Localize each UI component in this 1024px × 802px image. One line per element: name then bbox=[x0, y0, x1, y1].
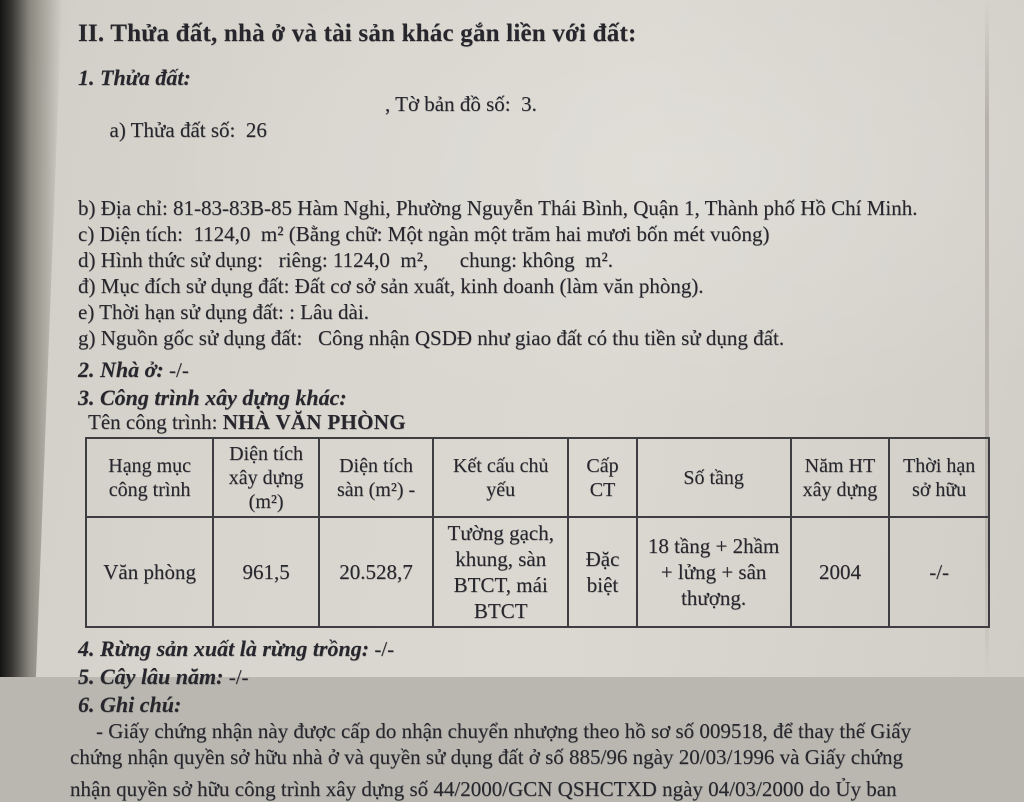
note-line-3-clipped: nhận quyền sở hữu công trình xây dựng số 44/2000/GCN QSHCTXD ngày 04/03/2000 do Ủy ban bbox=[70, 777, 897, 801]
heading-perennial-trees-label: 5. Cây lâu năm: bbox=[78, 664, 224, 689]
heading-production-forest-label: 4. Rừng sản xuất là rừng trồng: bbox=[78, 636, 370, 661]
cell-ownership-term: -/- bbox=[889, 517, 989, 627]
usage-form-line: d) Hình thức sử dụng: riêng: 1124,0 m², chung: không m². bbox=[78, 248, 614, 272]
col-header-ownership-term: Thời hạn sở hữu bbox=[889, 438, 989, 517]
col-header-category: Hạng mục công trình bbox=[86, 438, 213, 517]
heading-land-parcel: 1. Thửa đất: bbox=[78, 65, 191, 90]
parcel-number-line bbox=[78, 91, 990, 195]
heading-notes: 6. Ghi chú: bbox=[78, 692, 182, 717]
area-line: c) Diện tích: 1124,0 m² (Bằng chữ: Một ngàn một trăm hai mươi bốn mét vuông) bbox=[78, 222, 770, 246]
parcel-number-text: a) Thửa đất số: 26 bbox=[109, 118, 267, 142]
construction-table-header-row bbox=[86, 438, 989, 517]
cell-floor-area: 20.528,7 bbox=[319, 517, 433, 627]
col-header-grade: Cấp CT bbox=[568, 438, 636, 517]
heading-house bbox=[78, 356, 990, 384]
cell-year: 2004 bbox=[791, 517, 890, 627]
heading-house-value: -/- bbox=[163, 358, 189, 382]
cell-build-area: 961,5 bbox=[213, 517, 319, 627]
col-header-year: Năm HT xây dựng bbox=[791, 438, 890, 517]
cell-category: Văn phòng bbox=[86, 517, 213, 627]
cell-floors: 18 tầng + 2hầm + lửng + sân thượng. bbox=[637, 517, 791, 627]
work-name-value: NHÀ VĂN PHÒNG bbox=[222, 410, 406, 434]
heading-house-label: 2. Nhà ở: bbox=[78, 357, 164, 382]
construction-table bbox=[85, 437, 990, 628]
col-header-floors: Số tầng bbox=[637, 438, 791, 517]
cell-grade: Đặc biệt bbox=[568, 517, 636, 627]
construction-table-data-row bbox=[86, 517, 989, 627]
col-header-build-area: Diện tích xây dựng (m²) bbox=[213, 438, 319, 517]
work-name-line bbox=[78, 411, 990, 434]
work-name-label: Tên công trình: bbox=[88, 410, 223, 434]
heading-perennial-trees bbox=[78, 663, 990, 691]
map-sheet-number-text: , Tờ bản đồ số: 3. bbox=[385, 92, 537, 116]
heading-production-forest-value: -/- bbox=[369, 637, 395, 661]
note-line-2: chứng nhận quyền sở hữu nhà ở và quyền sử dụng đất ở số 885/96 ngày 20/03/1996 và Giấy chứng bbox=[70, 745, 903, 769]
purpose-line: đ) Mục đích sử dụng đất: Đất cơ sở sản xuất, kinh doanh (làm văn phòng). bbox=[78, 274, 704, 298]
col-header-structure: Kết cấu chủ yếu bbox=[433, 438, 568, 517]
address-line: b) Địa chỉ: 81-83-83B-85 Hàm Nghi, Phường Nguyễn Thái Bình, Quận 1, Thành phố Hồ Chí Minh. bbox=[78, 196, 918, 220]
origin-line: g) Nguồn gốc sử dụng đất: Công nhận QSDĐ như giao đất có thu tiền sử dụng đất. bbox=[78, 326, 785, 350]
heading-perennial-trees-value: -/- bbox=[223, 665, 249, 689]
notes-paragraph bbox=[70, 718, 1020, 802]
heading-production-forest bbox=[78, 635, 990, 663]
section-ii-title: II. Thửa đất, nhà ở và tài sản khác gắn liền với đất: bbox=[78, 20, 637, 47]
col-header-floor-area: Diện tích sàn (m²) - bbox=[319, 438, 433, 517]
note-line-1: - Giấy chứng nhận này được cấp do nhận chuyển nhượng theo hồ sơ số 009518, để thay thế Giấy bbox=[96, 719, 912, 743]
cell-structure: Tường gạch, khung, sàn BTCT, mái BTCT bbox=[433, 517, 568, 627]
duration-line: e) Thời hạn sử dụng đất: : Lâu dài. bbox=[78, 300, 369, 324]
heading-other-construction: 3. Công trình xây dựng khác: bbox=[78, 385, 347, 410]
